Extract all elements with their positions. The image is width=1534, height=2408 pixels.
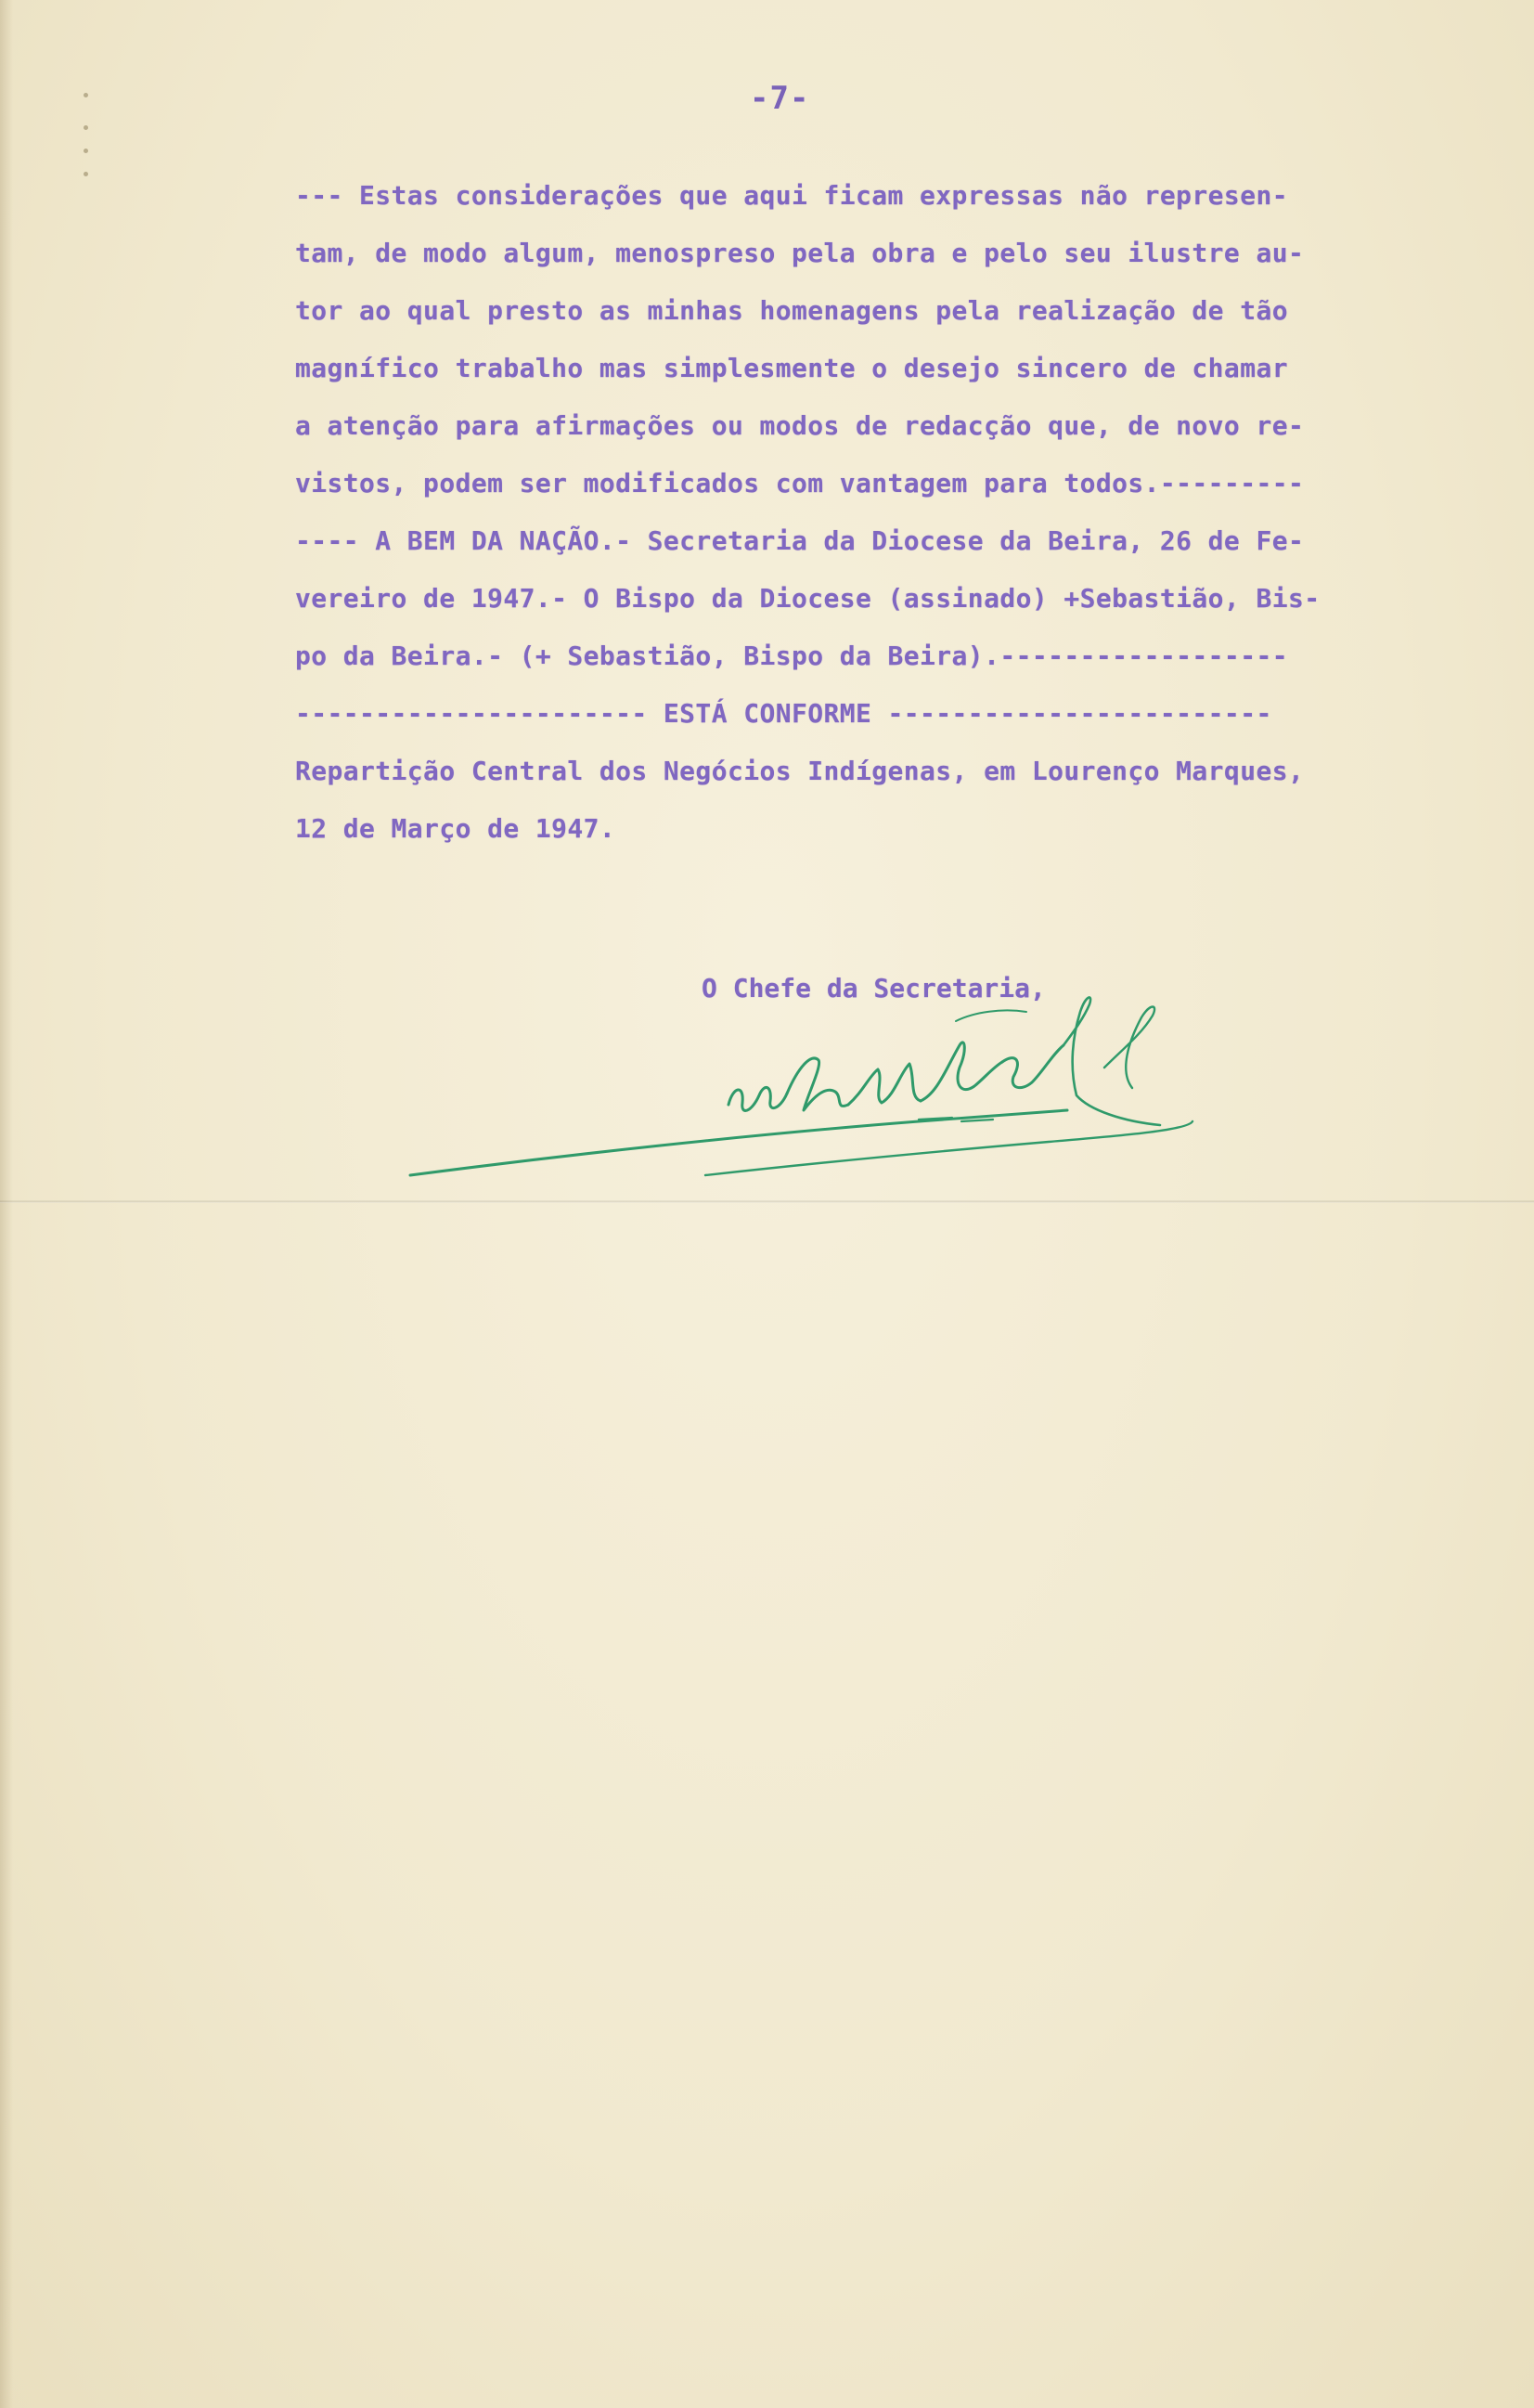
text-line: magnífico trabalho mas simplesmente o desejo sincero de chamar: [295, 353, 1288, 383]
text-line: ---- A BEM DA NAÇÃO.- Secretaria da Diocese da Beira, 26 de Fe-: [295, 525, 1305, 556]
text-line: po da Beira.- (+ Sebastião, Bispo da Beira).------------------: [295, 641, 1288, 671]
punch-mark: [84, 125, 88, 130]
punch-mark: [84, 172, 88, 176]
text-line: a atenção para afirmações ou modos de redacção que, de novo re-: [295, 410, 1305, 441]
punch-mark: [84, 93, 88, 97]
text-line: vereiro de 1947.- O Bispo da Diocese (assinado) +Sebastião, Bis-: [295, 583, 1321, 614]
text-line: --- Estas considerações que aqui ficam expressas não represen-: [295, 180, 1288, 211]
text-line: ---------------------- ESTÁ CONFORME ------------------------: [295, 698, 1272, 729]
text-line: tam, de modo algum, menospreso pela obra e pelo seu ilustre au-: [295, 238, 1305, 268]
page-edge-shadow: [0, 0, 13, 2408]
page-number: -7-: [750, 80, 810, 117]
closing-line: O Chefe da Secretaria,: [702, 973, 1046, 1003]
text-line: tor ao qual presto as minhas homenagens pela realização de tão: [295, 295, 1288, 326]
typed-body: [295, 167, 1483, 858]
punch-mark: [84, 149, 88, 153]
text-line: Repartição Central dos Negócios Indígenas, em Lourenço Marques,: [295, 756, 1305, 786]
handwritten-signature: [399, 956, 1216, 1198]
text-line: 12 de Março de 1947.: [295, 813, 616, 844]
text-line: vistos, podem ser modificados com vantagem para todos.---------: [295, 468, 1305, 498]
paper-fold: [0, 1200, 1534, 1203]
